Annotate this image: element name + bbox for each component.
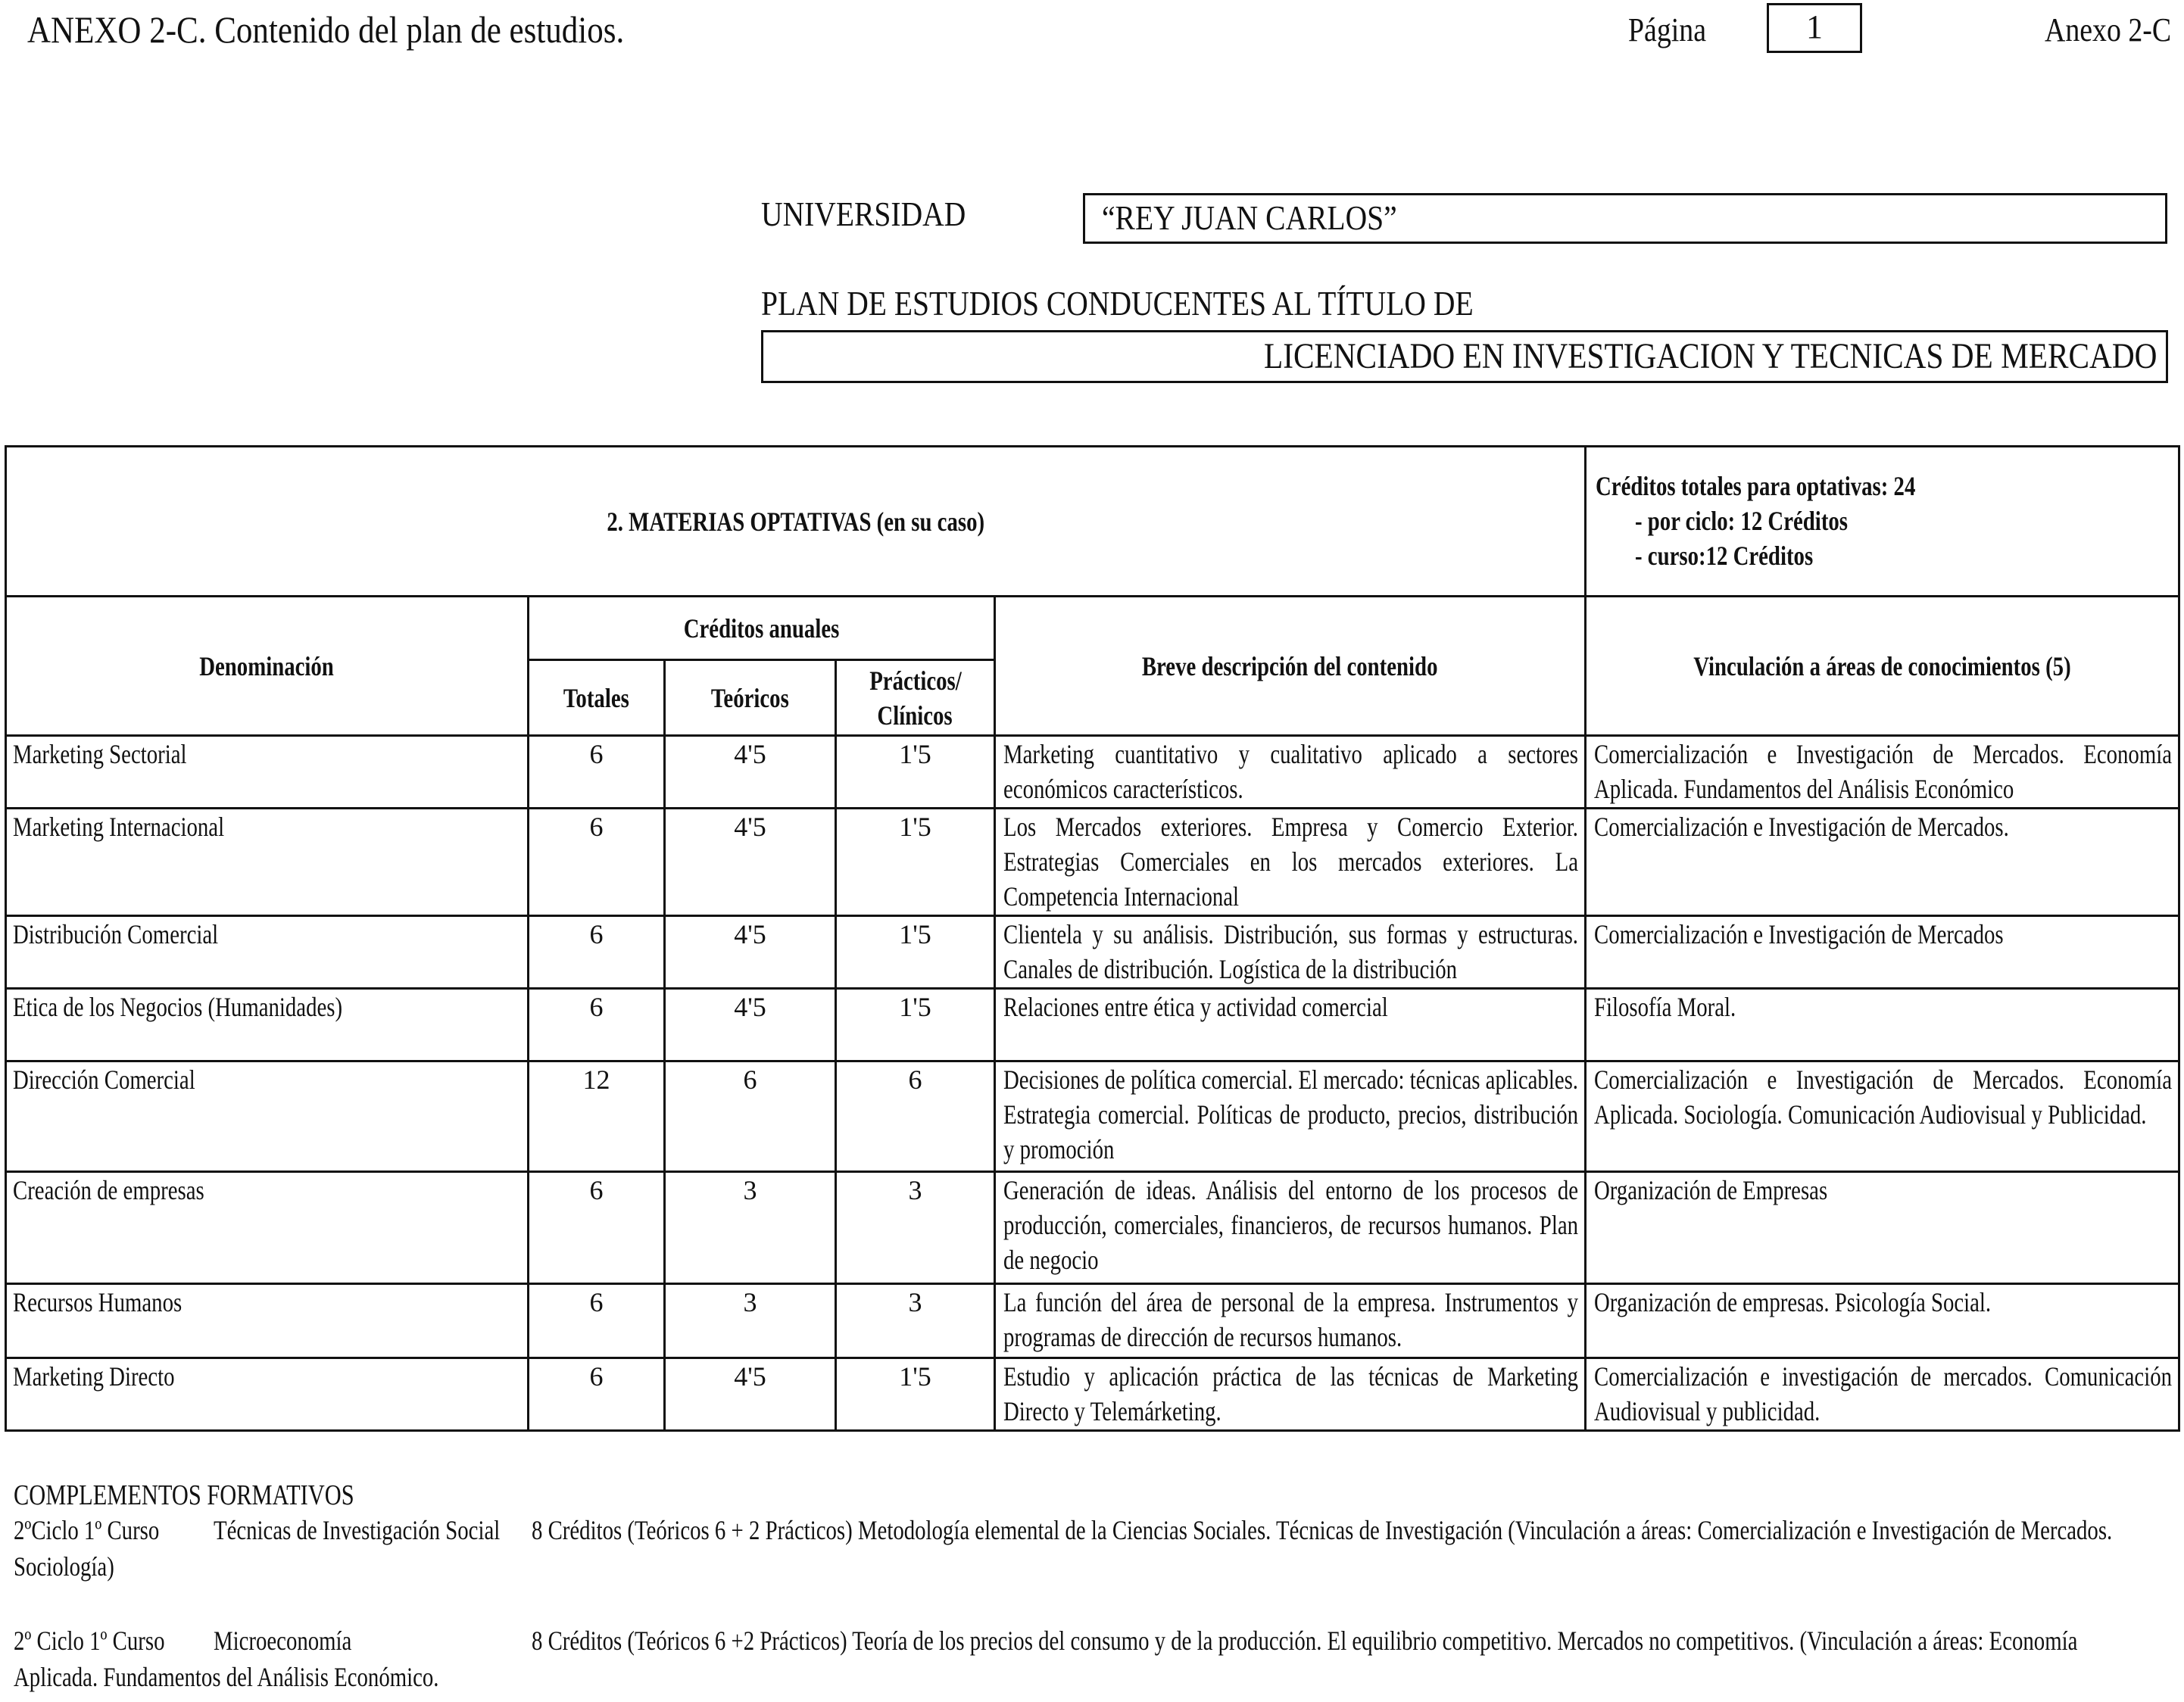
- header-teoricos: [665, 660, 836, 736]
- header-practicos-label: Prácticos/: [869, 665, 962, 696]
- subject-name: Etica de los Negocios (Humanidades): [13, 992, 343, 1022]
- credits-practice-value: 1'5: [899, 739, 931, 769]
- subject-name: Recursos Humanos: [13, 1287, 183, 1317]
- table-row: [6, 1284, 2179, 1358]
- header-vinculacion: [1586, 597, 2179, 736]
- subject-description: Clientela y su análisis. Distribución, sus formas y estructuras. Canales de distribución. Logística de la distribución: [1003, 919, 1579, 984]
- university-label: UNIVERSIDAD: [761, 195, 966, 233]
- table-row: [6, 989, 2179, 1061]
- header-denominacion-label: Denominación: [199, 650, 335, 681]
- page-number: 1: [1767, 3, 1862, 53]
- credits-theory-value: 6: [743, 1065, 757, 1095]
- credits-per-cycle: - por ciclo: 12 Créditos: [1635, 506, 1849, 536]
- header-creditos-anuales: [529, 597, 995, 660]
- credits-theory-value: 4'5: [734, 739, 766, 769]
- header-totales-label: Totales: [563, 682, 629, 713]
- complemento-1-continuacion: Sociología): [14, 1551, 114, 1582]
- annex-title: Contenido del plan de estudios.: [214, 8, 625, 51]
- subject-description: Los Mercados exteriores. Empresa y Comercio Exterior. Estrategias Comerciales en los mercados exteriores. La Competencia Internacional: [1003, 812, 1579, 912]
- credits-theory-value: 4'5: [734, 919, 766, 949]
- complemento-1-texto: 8 Créditos (Teóricos 6 + 2 Prácticos) Metodología elemental de la Ciencias Sociales. Técnicas de Investigación (Vinculación a áreas: Comercialización e Investigación de Mercados.: [532, 1515, 2113, 1545]
- knowledge-area: Filosofía Moral.: [1594, 992, 1736, 1022]
- degree-title-box: [761, 330, 2168, 383]
- complementos-title: COMPLEMENTOS FORMATIVOS: [14, 1479, 354, 1511]
- credits-total-value: 6: [589, 812, 604, 842]
- university-name-box: [1083, 193, 2167, 244]
- credits-practice-value: 1'5: [899, 919, 931, 949]
- credits-per-course: - curso:12 Créditos: [1635, 541, 1814, 571]
- credits-theory-value: 3: [743, 1175, 757, 1205]
- header-vinculacion-label: Vinculación a áreas de conocimientos (5): [1693, 650, 2071, 681]
- credits-practice-value: 6: [908, 1065, 922, 1095]
- degree-title: LICENCIADO EN INVESTIGACION Y TECNICAS DE MERCADO: [1263, 336, 2157, 376]
- complemento-2-ciclo: 2º Ciclo 1º Curso: [14, 1626, 165, 1656]
- subject-description: Estudio y aplicación práctica de las técnicas de Marketing Directo y Telemárketing.: [1003, 1361, 1579, 1426]
- header-totales: [529, 660, 665, 736]
- subject-name: Distribución Comercial: [13, 919, 219, 949]
- table-row: [6, 916, 2179, 989]
- header-clinicos-label: Clínicos: [877, 700, 953, 731]
- plan-label: PLAN DE ESTUDIOS CONDUCENTES AL TÍTULO DE: [761, 284, 1474, 323]
- page-label: Página: [1628, 11, 1706, 48]
- subject-name: Marketing Internacional: [13, 812, 225, 842]
- credits-theory-value: 4'5: [734, 1361, 766, 1392]
- table-row: [6, 736, 2179, 809]
- complemento-2-continuacion: Aplicada. Fundamentos del Análisis Económico.: [14, 1662, 439, 1692]
- credits-summary: [1586, 447, 2179, 597]
- credits-total-value: 6: [589, 1361, 604, 1392]
- subject-description: La función del área de personal de la empresa. Instrumentos y programas de dirección de recursos humanos.: [1003, 1287, 1579, 1352]
- annex-label: Anexo 2-C: [2045, 11, 2172, 48]
- optional-subjects-table: [5, 445, 2180, 1432]
- header-teoricos-label: Teóricos: [711, 682, 789, 713]
- credits-total: Créditos totales para optativas: 24: [1596, 471, 1916, 501]
- table-row: [6, 809, 2179, 916]
- credits-practice-value: 1'5: [899, 992, 931, 1022]
- credits-total-value: 12: [582, 1065, 610, 1095]
- subject-description: Decisiones de política comercial. El mercado: técnicas aplicables. Estrategia comercial. Políticas de producto, precios, distribución y promoción: [1003, 1065, 1579, 1164]
- complemento-2-texto: 8 Créditos (Teóricos 6 +2 Prácticos) Teoría de los precios del consumo y de la producción. El equilibrio competitivo. Mercados no competitivos. (Vinculación a áreas: Economía: [532, 1626, 2078, 1656]
- credits-total-value: 6: [589, 919, 604, 949]
- credits-theory-value: 4'5: [734, 812, 766, 842]
- annex-code: ANEXO 2-C.: [27, 8, 207, 51]
- header-denominacion: [6, 597, 529, 736]
- subject-description: Relaciones entre ética y actividad comercial: [1003, 992, 1388, 1022]
- credits-total-value: 6: [589, 1287, 604, 1317]
- table-row: [6, 1061, 2179, 1172]
- table-row: [6, 1172, 2179, 1284]
- knowledge-area: Comercialización e Investigación de Mercados. Economía Aplicada. Fundamentos del Análisis Económico: [1594, 739, 2173, 804]
- complemento-2-materia: Microeconomía: [214, 1626, 352, 1656]
- document-header-title: [27, 8, 624, 51]
- knowledge-area: Organización de Empresas: [1594, 1175, 1828, 1205]
- credits-practice-value: 1'5: [899, 1361, 931, 1392]
- knowledge-area: Comercialización e Investigación de Mercados: [1594, 919, 2004, 949]
- knowledge-area: Comercialización e Investigación de Mercados. Economía Aplicada. Sociología. Comunicación Audiovisual y Publicidad.: [1594, 1065, 2173, 1130]
- credits-theory-value: 3: [743, 1287, 757, 1317]
- subject-name: Creación de empresas: [13, 1175, 204, 1205]
- knowledge-area: Comercialización e investigación de mercados. Comunicación Audiovisual y publicidad.: [1594, 1361, 2173, 1426]
- credits-practice-value: 3: [908, 1287, 922, 1317]
- knowledge-area: Comercialización e Investigación de Mercados.: [1594, 812, 2009, 842]
- credits-practice-value: 3: [908, 1175, 922, 1205]
- credits-total-value: 6: [589, 992, 604, 1022]
- complemento-1-ciclo: 2ºCiclo 1º Curso: [14, 1515, 160, 1545]
- subject-description: Marketing cuantitativo y cualitativo aplicado a sectores económicos característicos.: [1003, 739, 1579, 804]
- knowledge-area: Organización de empresas. Psicología Social.: [1594, 1287, 1992, 1317]
- university-name: “REY JUAN CARLOS”: [1102, 198, 1397, 237]
- header-descripcion: [995, 597, 1586, 736]
- header-practicos: [836, 660, 995, 736]
- subject-description: Generación de ideas. Análisis del entorno de los procesos de producción, comerciales, financieros, de recursos humanos. Plan de negocio: [1003, 1175, 1579, 1275]
- table-row: [6, 1358, 2179, 1431]
- credits-total-value: 6: [589, 1175, 604, 1205]
- credits-practice-value: 1'5: [899, 812, 931, 842]
- section-title-cell: [6, 447, 1586, 597]
- credits-total-value: 6: [589, 739, 604, 769]
- header-descripcion-label: Breve descripción del contenido: [1142, 650, 1438, 681]
- complemento-1-materia: Técnicas de Investigación Social: [214, 1515, 501, 1545]
- subject-name: Marketing Directo: [13, 1361, 175, 1392]
- subject-name: Dirección Comercial: [13, 1065, 195, 1095]
- credits-theory-value: 4'5: [734, 992, 766, 1022]
- subject-name: Marketing Sectorial: [13, 739, 187, 769]
- section-title: 2. MATERIAS OPTATIVAS (en su caso): [607, 506, 984, 537]
- header-creditos-anuales-label: Créditos anuales: [683, 613, 840, 644]
